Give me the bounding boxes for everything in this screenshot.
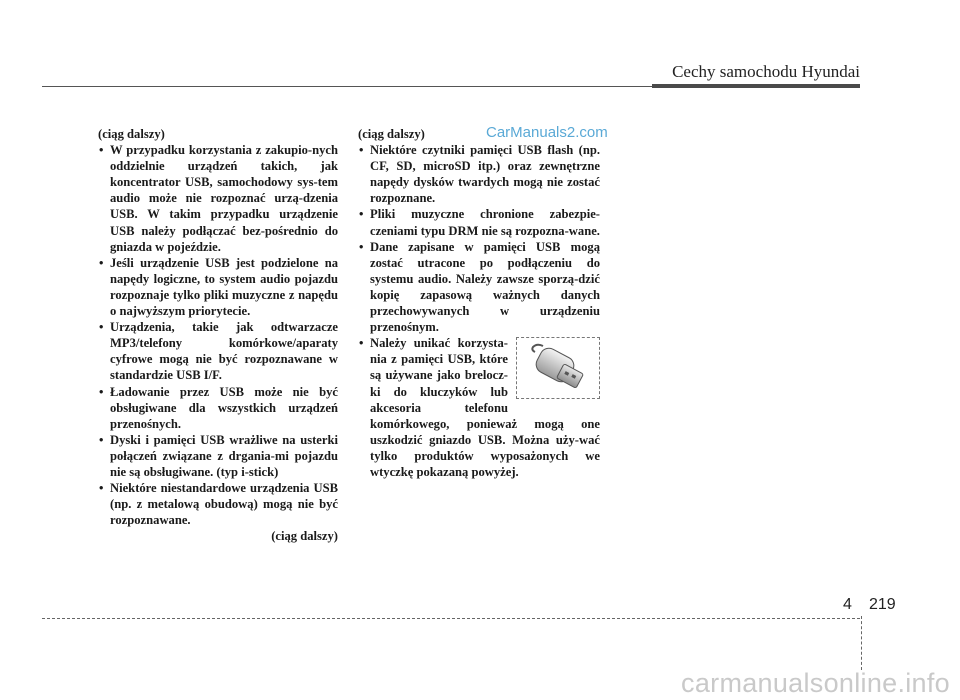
- left-column: [98, 126, 338, 544]
- list-item: • Niektóre czytniki pamięci USB flash (np. CF, SD, microSD itp.) oraz zewnętrzne napędy dysków twardych mogą nie zostać rozpoznane.: [358, 142, 600, 206]
- footer-rule: [42, 618, 860, 619]
- continued-label-top: (ciąg dalszy): [98, 127, 165, 141]
- right-column: [358, 126, 600, 480]
- list-item: • W przypadku korzystania z zakupio-nych oddzielnie urządzeń takich, jak koncentrator USB, samochodowy sys-tem audio może nie rozpoznać urzą-dzenia USB. W takim przypadku urządzenie USB należy podłączać bez-pośrednio do gniazda w pojeździe.: [98, 142, 338, 255]
- usb-illustration-frame: [516, 337, 600, 399]
- list-item: • Ładowanie przez USB może nie być obsługiwane dla wszystkich urządzeń przenośnych.: [98, 384, 338, 432]
- usb-keychain-warning-text: Należy unikać korzysta-nia z pamięci USB, które są używane jako brelocz-ki do kluczyków lub akcesoria telefonu komórkowego, ponieważ mogą one uszkodzić gniazdo USB. Można uży-wać tylko produktów wyposażonych we wtyczkę pokazaną powyżej.: [370, 336, 600, 479]
- list-item: • Urządzenia, takie jak odtwarzacze MP3/telefony komórkowe/aparaty cyfrowe mogą nie być rozpoznawane w standardzie USB I/F.: [98, 319, 338, 383]
- list-item: • Dyski i pamięci USB wrażliwe na usterki połączeń związane z drgania-mi pojazdu nie są obsługiwane. (typ i-stick): [98, 432, 338, 480]
- page-number: 219: [869, 596, 896, 613]
- list-item-with-image: [358, 335, 600, 480]
- list-item: • Jeśli urządzenie USB jest podzielone na napędy logiczne, to system audio pojazdu rozpoznaje tylko pliki muzyczne z napędu o najwyższym priorytecie.: [98, 255, 338, 319]
- page-header-title: Cechy samochodu Hyundai: [672, 62, 860, 81]
- footer-divider: [861, 616, 862, 670]
- continued-label-top: (ciąg dalszy): [358, 127, 425, 141]
- watermark-carmanualsonline[interactable]: carmanualsonline.info: [681, 668, 950, 698]
- chapter-number: 4: [843, 596, 852, 613]
- list-item: • Niektóre niestandardowe urządzenia USB (np. z metalową obudową) mogą nie być rozpoznawane.: [98, 480, 338, 528]
- right-bullet-list: [358, 142, 600, 480]
- list-item: • Pliki muzyczne chronione zabezpie-czeniami typu DRM nie są rozpozna-wane.: [358, 206, 600, 238]
- list-item: • Dane zapisane w pamięci USB mogą zostać utracone po podłączeniu do systemu audio. Należy zawsze sporzą-dzić kopię zapasową ważnych danych przechowywanych w urządzeniu przenośnym.: [358, 239, 600, 336]
- watermark-carmanuals2[interactable]: CarManuals2.com: [486, 124, 608, 141]
- header-rule-accent: [652, 84, 860, 88]
- continued-label-bottom: (ciąg dalszy): [271, 529, 338, 544]
- left-bullet-list: [98, 142, 338, 528]
- usb-flash-drive-icon: [517, 338, 599, 398]
